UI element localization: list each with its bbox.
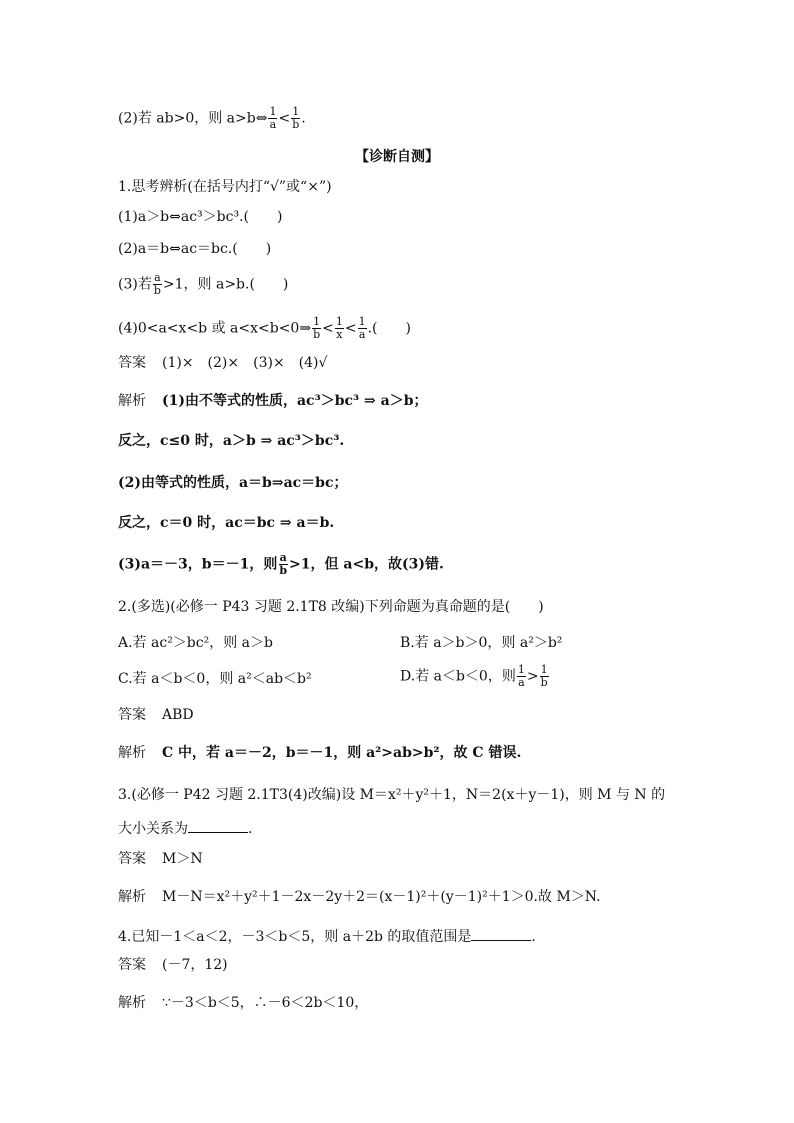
fraction: $\frac{1}{a}$	[269, 105, 277, 131]
q4-title: 4.已知－1＜a＜2，－3＜b＜5，则 a＋2b 的取值范围是 .	[118, 926, 536, 946]
q2-answer: 答案 ABD	[118, 707, 194, 723]
q2-option-d: D.若 a＜b＜0，则 $\frac{1}{a}$ > $\frac{1}{b}$	[400, 663, 548, 689]
prop-2-line: (2)若 ab>0，则 a>b⇔ $\frac{1}{a}$ < $\frac{1}{b}$ .	[118, 105, 306, 131]
q4-answer: 答案 (－7，12)	[118, 957, 228, 973]
answer-blank	[188, 818, 248, 833]
fraction: $\frac{1}{b}$	[313, 315, 321, 341]
fraction: $\frac{1}{a}$	[358, 315, 366, 341]
fraction: $\frac{a}{b}$	[279, 551, 288, 577]
q3-title-2: 大小关系为 .	[118, 818, 252, 838]
q2-analysis: 解析 C 中，若 a＝－2，b＝－1，则 a²>ab>b²，故 C 错误.	[118, 745, 522, 761]
q1-answer: 答案 (1)× (2)× (3)× (4)√	[118, 355, 328, 371]
q4-analysis: 解析 ∵－3＜b＜5，∴－6＜2b＜10，	[118, 995, 369, 1011]
fraction: $\frac{1}{x}$	[335, 315, 343, 341]
fraction: $\frac{1}{b}$	[292, 105, 300, 131]
q2-option-b: B.若 a＞b＞0，则 a²＞b²	[400, 635, 563, 651]
q3-analysis: 解析 M－N＝x²＋y²＋1－2x－2y＋2＝(x－1)²＋(y－1)²＋1＞0.故 M＞N.	[118, 889, 601, 905]
q2-title: 2.(多选)(必修一 P43 习题 2.1T8 改编)下列命题为真命题的是( )	[118, 599, 544, 615]
answer-blank	[471, 926, 531, 941]
fraction: $\frac{1}{a}$	[517, 663, 525, 689]
q2-option-a: A.若 ac²＞bc²，则 a＞b	[118, 635, 273, 651]
fraction: $\frac{a}{b}$	[153, 271, 161, 297]
fraction: $\frac{1}{b}$	[540, 663, 548, 689]
section-heading: 【诊断自测】	[355, 149, 439, 165]
q1-analysis-3: (2)由等式的性质，a＝b⇒ac＝bc；	[118, 475, 348, 491]
q3-title-1: 3.(必修一 P42 习题 2.1T3(4)改编)设 M＝x²＋y²＋1，N＝2(x＋y－1)，则 M 与 N 的	[118, 787, 666, 803]
q1-analysis-2: 反之，c≤0 时，a＞b ⇒ ac³＞bc³.	[118, 433, 345, 449]
q1-analysis-4: 反之，c＝0 时，ac＝bc ⇒ a＝b.	[118, 515, 335, 531]
prop-2-text: (2)若 ab>0，则 a>b⇔	[118, 110, 268, 127]
q1-item-1: (1)a＞b⇔ac³＞bc³.( )	[118, 209, 283, 225]
q1-title: 1.思考辨析(在括号内打“√”或“×”)	[118, 179, 332, 195]
q2-option-c: C.若 a＜b＜0，则 a²＜ab＜b²	[118, 671, 312, 687]
q3-answer: 答案 M＞N	[118, 851, 203, 867]
q1-item-2: (2)a＝b⇔ac＝bc.( )	[118, 241, 272, 257]
q1-analysis-1: 解析 (1)由不等式的性质，ac³＞bc³ ⇒ a＞b；	[118, 393, 428, 409]
q1-analysis-5: (3)a＝－3，b＝－1，则 $\frac{a}{b}$ >1，但 a<b，故(3)错.	[118, 551, 444, 577]
q1-item-4: (4)0<a<x<b 或 a<x<b<0⇒ $\frac{1}{b}$ < $\frac{1}{x}$ < $\frac{1}{a}$ .( )	[118, 315, 411, 341]
q1-item-3: (3)若 $\frac{a}{b}$ >1，则 a>b.( )	[118, 271, 289, 297]
